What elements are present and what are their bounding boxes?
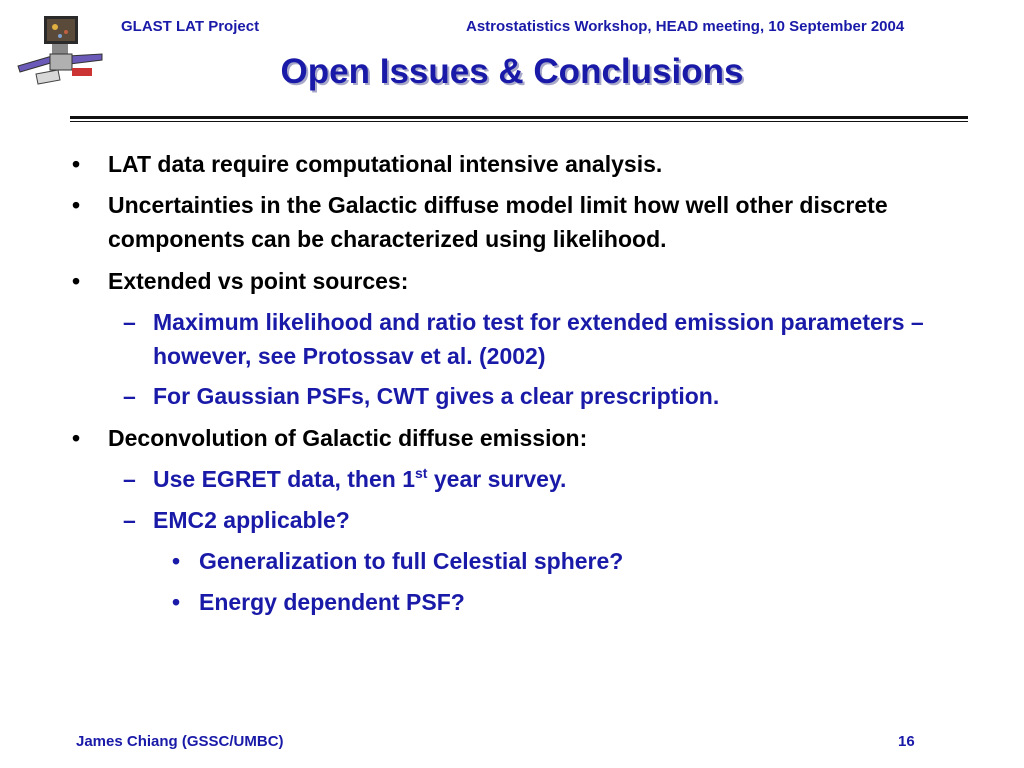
bullet-marker: • <box>72 192 81 218</box>
sub-bullet-text: Maximum likelihood and ratio test for extended emission parameters – however, see Protossav et al. (2002) <box>153 309 924 369</box>
sub-bullet-item <box>123 379 953 413</box>
header-event-name: Astrostatistics Workshop, HEAD meeting, 10 September 2004 <box>466 18 905 35</box>
sub-bullet-marker: – <box>123 309 136 335</box>
sub-sub-bullet-text: Energy dependent PSF? <box>199 589 465 615</box>
bullet-item <box>72 188 972 256</box>
slide-title: Open Issues & Conclusions <box>280 52 744 91</box>
bullet-marker: • <box>72 151 81 177</box>
footer-author: James Chiang (GSSC/UMBC) <box>76 733 284 750</box>
bullet-text: Extended vs point sources: <box>108 268 409 294</box>
header-project-name: GLAST LAT Project <box>121 18 260 35</box>
sub-sub-bullet-marker: • <box>172 589 181 615</box>
sub-bullet-text: For Gaussian PSFs, CWT gives a clear prescription. <box>153 383 720 409</box>
sub-bullet-marker: – <box>123 507 136 533</box>
bullet-item <box>72 421 972 455</box>
sub-bullet-text: EMC2 applicable? <box>153 507 350 533</box>
bullet-text: Deconvolution of Galactic diffuse emission: <box>108 425 588 451</box>
sub-sub-bullet-text: Generalization to full Celestial sphere? <box>199 548 624 574</box>
bullet-text: LAT data require computational intensive analysis. <box>108 151 663 177</box>
sub-sub-bullet-item <box>172 544 952 578</box>
bullet-text: Uncertainties in the Galactic diffuse model limit how well other discrete components can be characterized using likelihood. <box>108 192 888 252</box>
sub-sub-bullet-marker: • <box>172 548 181 574</box>
sub-bullet-text-tail: year survey. <box>427 466 567 492</box>
sub-bullet-marker: – <box>123 466 136 492</box>
page-number: 16 <box>898 733 915 750</box>
sub-sub-bullet-item <box>172 585 952 619</box>
sub-bullet-item <box>123 462 953 496</box>
sub-bullet-item <box>123 305 953 373</box>
sub-bullet-text-main: Use EGRET data, then 1 <box>153 466 416 492</box>
sub-bullet-item <box>123 503 953 537</box>
title-divider-thin <box>70 121 968 122</box>
ordinal-superscript: st <box>415 465 428 481</box>
sub-bullet-text <box>153 462 953 496</box>
bullet-item <box>72 264 972 298</box>
title-divider-thick <box>70 116 968 119</box>
sub-bullet-marker: – <box>123 383 136 409</box>
bullet-marker: • <box>72 268 81 294</box>
bullet-marker: • <box>72 425 81 451</box>
bullet-item <box>72 147 972 181</box>
